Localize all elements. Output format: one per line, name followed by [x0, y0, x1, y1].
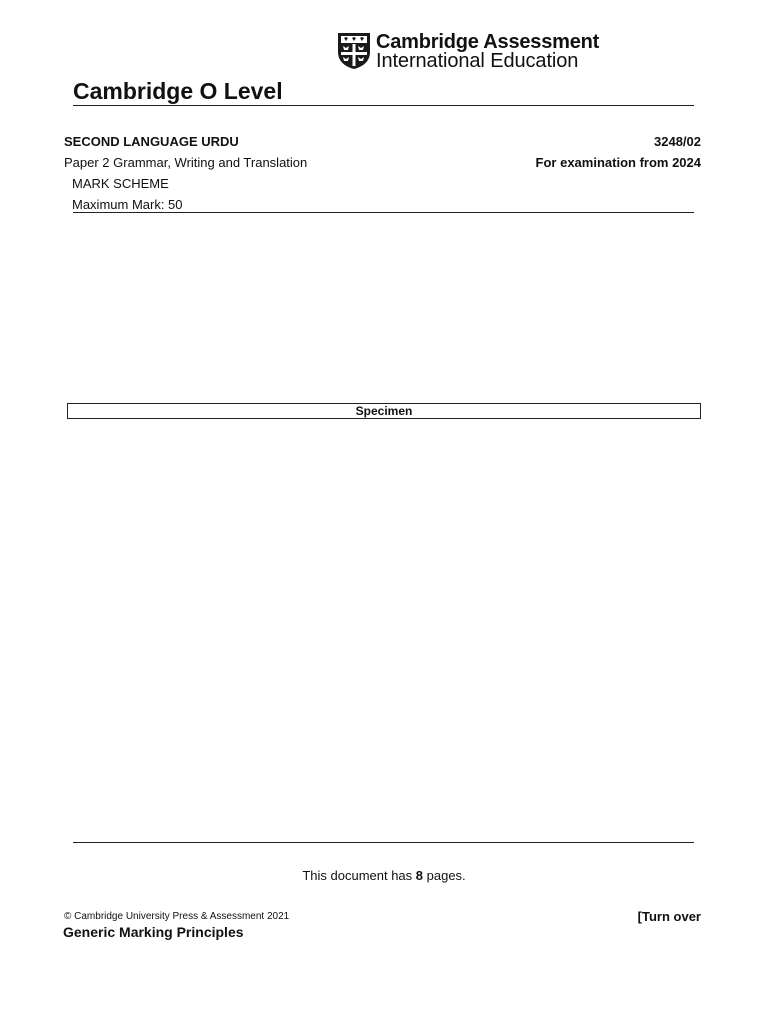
details-divider — [73, 212, 694, 213]
logo-wordmark-line1: Cambridge Assessment — [376, 31, 600, 53]
title-divider — [73, 105, 694, 106]
page-count-value: 8 — [415, 868, 424, 883]
paper-title: Paper 2 Grammar, Writing and Translation — [64, 155, 308, 170]
page-count-suffix: pages. — [423, 868, 466, 883]
page-count-prefix: This document has — [302, 868, 416, 883]
footer-divider — [73, 842, 694, 843]
turn-over-label: [Turn over — [637, 909, 701, 924]
cambridge-crest-icon — [337, 32, 371, 70]
syllabus-code: 3248/02 — [654, 134, 701, 149]
specimen-banner: Specimen — [67, 403, 701, 419]
section-heading: Generic Marking Principles — [63, 924, 244, 940]
qualification-title: Cambridge O Level — [73, 78, 283, 104]
document-type: MARK SCHEME — [72, 176, 169, 191]
page-count-note — [0, 868, 768, 883]
subject-name: SECOND LANGUAGE URDU — [64, 134, 239, 149]
maximum-mark: Maximum Mark: 50 — [72, 197, 183, 212]
exam-from-note: For examination from 2024 — [535, 155, 701, 170]
logo-wordmark-line2: International Education — [376, 50, 579, 72]
copyright-notice: © Cambridge University Press & Assessment 2021 — [64, 911, 290, 922]
